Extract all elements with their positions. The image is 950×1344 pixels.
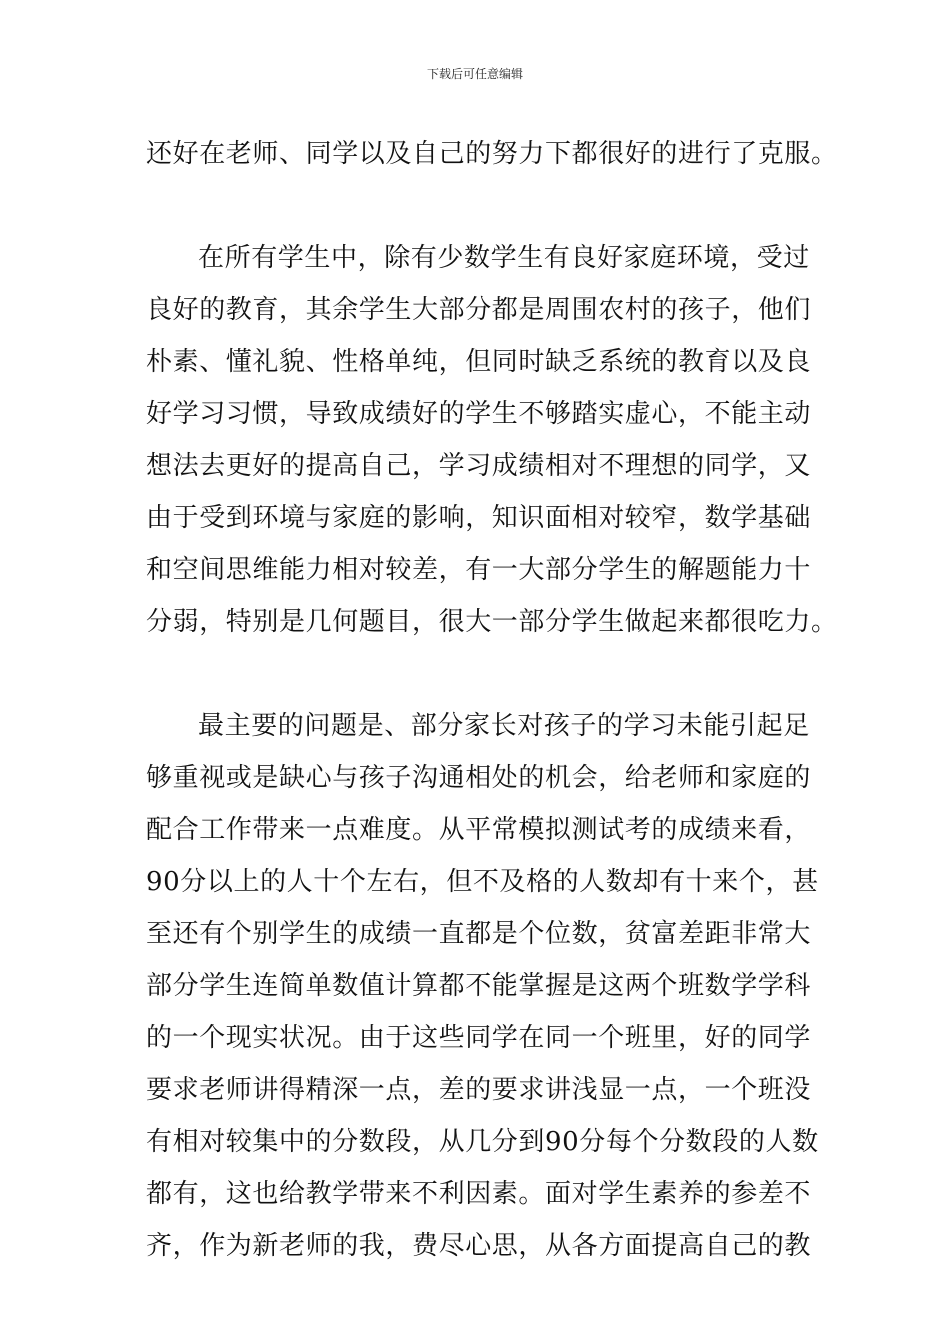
paragraph-gap [146,648,810,700]
text-line: 良好的教育，其余学生大部分都是周围农村的孩子，他们 [146,295,812,325]
paragraph-1 [146,128,838,180]
text-line: 想法去更好的提高自己，学习成绩相对不理想的同学，又 [146,451,812,481]
text-line: 配合工作带来一点难度。从平常模拟测试考的成绩来看， [146,815,812,845]
text-line: 最主要的问题是、部分家长对孩子的学习未能引起足 [198,711,810,741]
text-line: 够重视或是缺心与孩子沟通相处的机会，给老师和家庭的 [146,763,812,793]
text-line: 齐，作为新老师的我，费尽心思，从各方面提高自己的教 [146,1231,812,1261]
text-line: 要求老师讲得精深一点，差的要求讲浅显一点，一个班没 [146,1075,812,1105]
text-line: 和空间思维能力相对较差，有一大部分学生的解题能力十 [146,555,812,585]
text-line: 由于受到环境与家庭的影响，知识面相对较窄，数学基础 [146,503,812,533]
page-header: 下载后可任意编辑 [426,67,523,81]
text-line: 还好在老师、同学以及自己的努力下都很好的进行了克服。 [146,139,838,169]
text-line: 分弱，特别是几何题目，很大一部分学生做起来都很吃力。 [146,607,838,637]
text-line: 部分学生连简单数值计算都不能掌握是这两个班数学学科 [146,971,812,1001]
paragraph-2 [146,232,838,648]
text-line: 的一个现实状况。由于这些同学在同一个班里，好的同学 [146,1023,812,1053]
text-line: 有相对较集中的分数段，从几分到90分每个分数段的人数 [146,1127,819,1157]
paragraph-gap [146,180,810,232]
text-line: 朴素、懂礼貌、性格单纯，但同时缺乏系统的教育以及良 [146,347,812,377]
text-line: 好学习习惯，导致成绩好的学生不够踏实虚心，不能主动 [146,399,812,429]
text-line: 至还有个别学生的成绩一直都是个位数，贫富差距非常大 [146,919,812,949]
text-line: 都有，这也给教学带来不利因素。面对学生素养的参差不 [146,1179,812,1209]
text-line: 90分以上的人十个左右，但不及格的人数却有十来个，甚 [146,867,819,897]
text-line: 在所有学生中，除有少数学生有良好家庭环境，受过 [198,243,810,273]
document-body [146,128,838,1272]
paragraph-3 [146,700,819,1272]
